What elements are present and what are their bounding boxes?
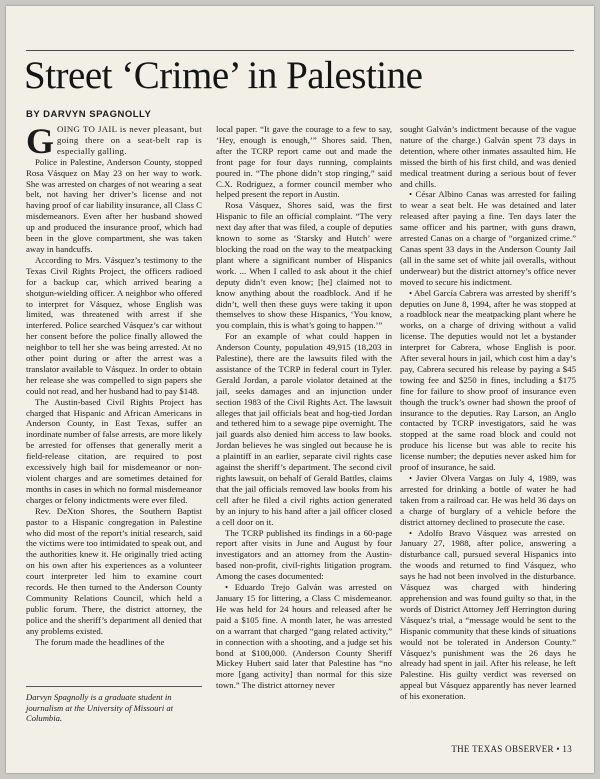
article-title: Street ‘Crime’ in Palestine <box>24 54 423 97</box>
column-2 <box>216 124 392 734</box>
lead-text: OING TO JAIL is never pleasant, but going there on a seat-belt rap is especially galling. <box>57 124 202 156</box>
case-item: • Eduardo Trejo Galván was arrested on January 15 for littering, a Class C misdemeanor. He was held for 24 hours and released after he paid a $105 fine. A month later, he was arrested on a warrant that charged “gang related activity,” in connection with a shooting, and a judge set his bond at $100,000. (Anderson County Sheriff Mickey Hubert said later that Palestine has “no more [gang activity] than normal for this size town.” The district attorney never <box>216 582 392 691</box>
author-bio: Darvyn Spagnolly is a graduate student in journalism at the University of Missouri at Columbia. <box>26 692 174 723</box>
case-item: • Javier Olvera Vargas on July 4, 1989, was arrested for drinking a bottle of water he had taken from a railroad car. He was held 36 days on a charge of burglary of a vehicle before the district attorney declined to prosecute the case. <box>400 473 576 527</box>
magazine-page <box>6 6 594 773</box>
paragraph: Rosa Vásquez, Shores said, was the first Hispanic to file an official complaint. “The very next day after that was filed, a couple of deputies known to some as ‘Starsky and Hutch’ were blocking the road on the way to the meatpacking plant where a significant number of Hispanics work. ... When I called to ask about it the chief deputy didn’t even know; [he] claimed not to know anything about the roadblock. And if he didn’t, well then these guys were taking it upon themselves to show these Hispanics, ‘You know, you complain, this is what’s going to happen.’” <box>216 200 392 331</box>
paragraph: For an example of what could happen in Anderson County, population 49,915 (18,203 in Palestine), there are the lawsuits filed with the assistance of the TCRP in federal court in Tyler. Gerald Jordan, a parole violator detained at the jail, seeks damages and an injunction under section 1983 of the Civil Rights Act. The lawsuit alleges that jail officials beat and hog-tied Jordan and tethered him to a sewage pipe overnight. The jail guards also denied him access to law books. Jordan believes he was singled out because he is a plaintiff in an earlier, separate civil rights case against the sheriff’s department. The second civil rights lawsuit, on behalf of Gerald Battles, claims that the jail officials removed law books from his cell after he filed a civil rights action generated by an injury to his hand after a jail officer closed a cell door on it. <box>216 331 392 527</box>
paragraph: sought Galván’s indictment because of the vague nature of the charge.) Galván spent 73 days in detention, where other inmates assaulted him. He missed the birth of his first child, and was denied medical treatment during a serious bout of fever and chills. <box>400 124 576 189</box>
column-1 <box>26 124 202 734</box>
paragraph: According to Mrs. Vásquez’s testimony to the Texas Civil Rights Project, the officers radioed for a backup car, which arrived bearing a shotgun-wielding officer. A neighbor who offered to interpret for Vásquez, whose English was limited, was threatened with arrest if she interfered. Police searched Vásquez’s car without her consent before the police finally allowed the neighbor to tell her she was being arrested. At no other point during or after the arrest was a translator available to Vásquez. In order to obtain her release she was compelled to sign papers she could not read, and her husband had to pay $148. <box>26 254 202 396</box>
page-footer: THE TEXAS OBSERVER • 13 <box>451 744 572 754</box>
paragraph: The TCRP published its findings in a 60-page report after visits in June and August by four investigators and an attorney from the Austin-based non-profit, civil-rights litigation program. Among the cases documented: <box>216 527 392 582</box>
lead-paragraph <box>26 124 202 161</box>
top-rule <box>26 50 574 51</box>
bio-divider <box>26 686 202 687</box>
case-item: • Adolfo Bravo Vásquez was arrested on January 27, 1988, after police, answering a disturbance call, pursued several Hispanics into the woods and returned to find Vásquez, who says he had not been involved in the disturbance. Vásquez was charged with hindering apprehension and was found guilty so that, in the words of District Attorney Jeff Herrington during Vásquez’s trial, a “message would be sent to the Hispanic community that these kinds of situations would not be tolerated in Anderson County.” Vásquez’s punishment was the 26 days he already had spent in jail. After his release, he left Palestine. His guilty verdict was reversed on appeal but Vásquez apparently has never learned of his exoneration. <box>400 527 576 702</box>
paragraph: Rev. DeXton Shores, the Southern Baptist pastor to a Hispanic congregation in Palestine who did most of the report’s initial research, said the victims were too intimidated to speak out, and the authorities knew it. He originally tried acting on his own after his experiences as a volunteer court interpreter led him to examine court records. He then turned to the Anderson County Community Relations Council, which held a public forum. There, the district attorney, the police and the sheriff’s department all denied that any problems existed. <box>26 505 202 636</box>
paragraph: The Austin-based Civil Rights Project has charged that Hispanic and African Americans in Anderson County, in East Texas, suffer an inordinate number of false arrests, are more likely be arrested for offenses that generally merit a field-release citation, are required to post excessively high bail for misdemeanor or non-violent charges and are sometimes detained for months in cases in which no formal misdemeanor charges or felony indictments were ever filed. <box>26 396 202 505</box>
drop-cap: G <box>26 124 55 161</box>
case-item: • César Albino Canas was arrested for failing to wear a seat belt. He was detained and later released after paying a fine. Ten days later the same officer and his partner, with guns drawn, arrested Canas on a charge of “organized crime.” Canas spent 33 days in the Anderson County Jail (all in the same set of white jail overalls, without underwear) but the district attorney’s office never moved to secure his indictment. <box>400 189 576 287</box>
paragraph: local paper. “It gave the courage to a few to say, ‘Hey, enough is enough,’” Shores said. Then, after the TCRP report came out and made the front page for four days running, complaints poured in. “The phone didn’t stop ringing,” said C.X. Rodriguez, a former council member who helped present the report in Austin. <box>216 124 392 200</box>
article-byline: BY DARVYN SPAGNOLLY <box>26 109 152 120</box>
column-3 <box>400 124 576 734</box>
paragraph: Police in Palestine, Anderson County, stopped Rosa Vásquez on May 23 on her way to work. She was arrested on charges of not wearing a seat belt, not having her driver’s license and not having proof of car liability insurance, all Class C misdemeanors. Even after her husband showed up and produced the insurance proof, which had been in the glove compartment, she was taken away in handcuffs. <box>26 156 202 254</box>
case-item: • Abel García Cabrera was arrested by sheriff’s deputies on June 8, 1994, after he was stopped at a roadblock near the meatpacking plant where he works, on a charge of driving without a valid license. The deputies would not let a bystander interpret for Cabrera, whose English is poor. After several hours in jail, which cost him a day’s pay, Cabrera secured his release by paying a $45 towing fee and $250 in fines, including a $175 fine for failure to show proof of insurance even though the truck’s owner had shown the proof of insurance to the deputies. Ray Larson, an Anglo contacted by TCRP investigators, said he was stopped at the same road block and could not produce his license but was able to recite his license number; the deputies never asked him for proof of insurance, he said. <box>400 287 576 473</box>
paragraph: The forum made the headlines of the <box>35 636 165 647</box>
